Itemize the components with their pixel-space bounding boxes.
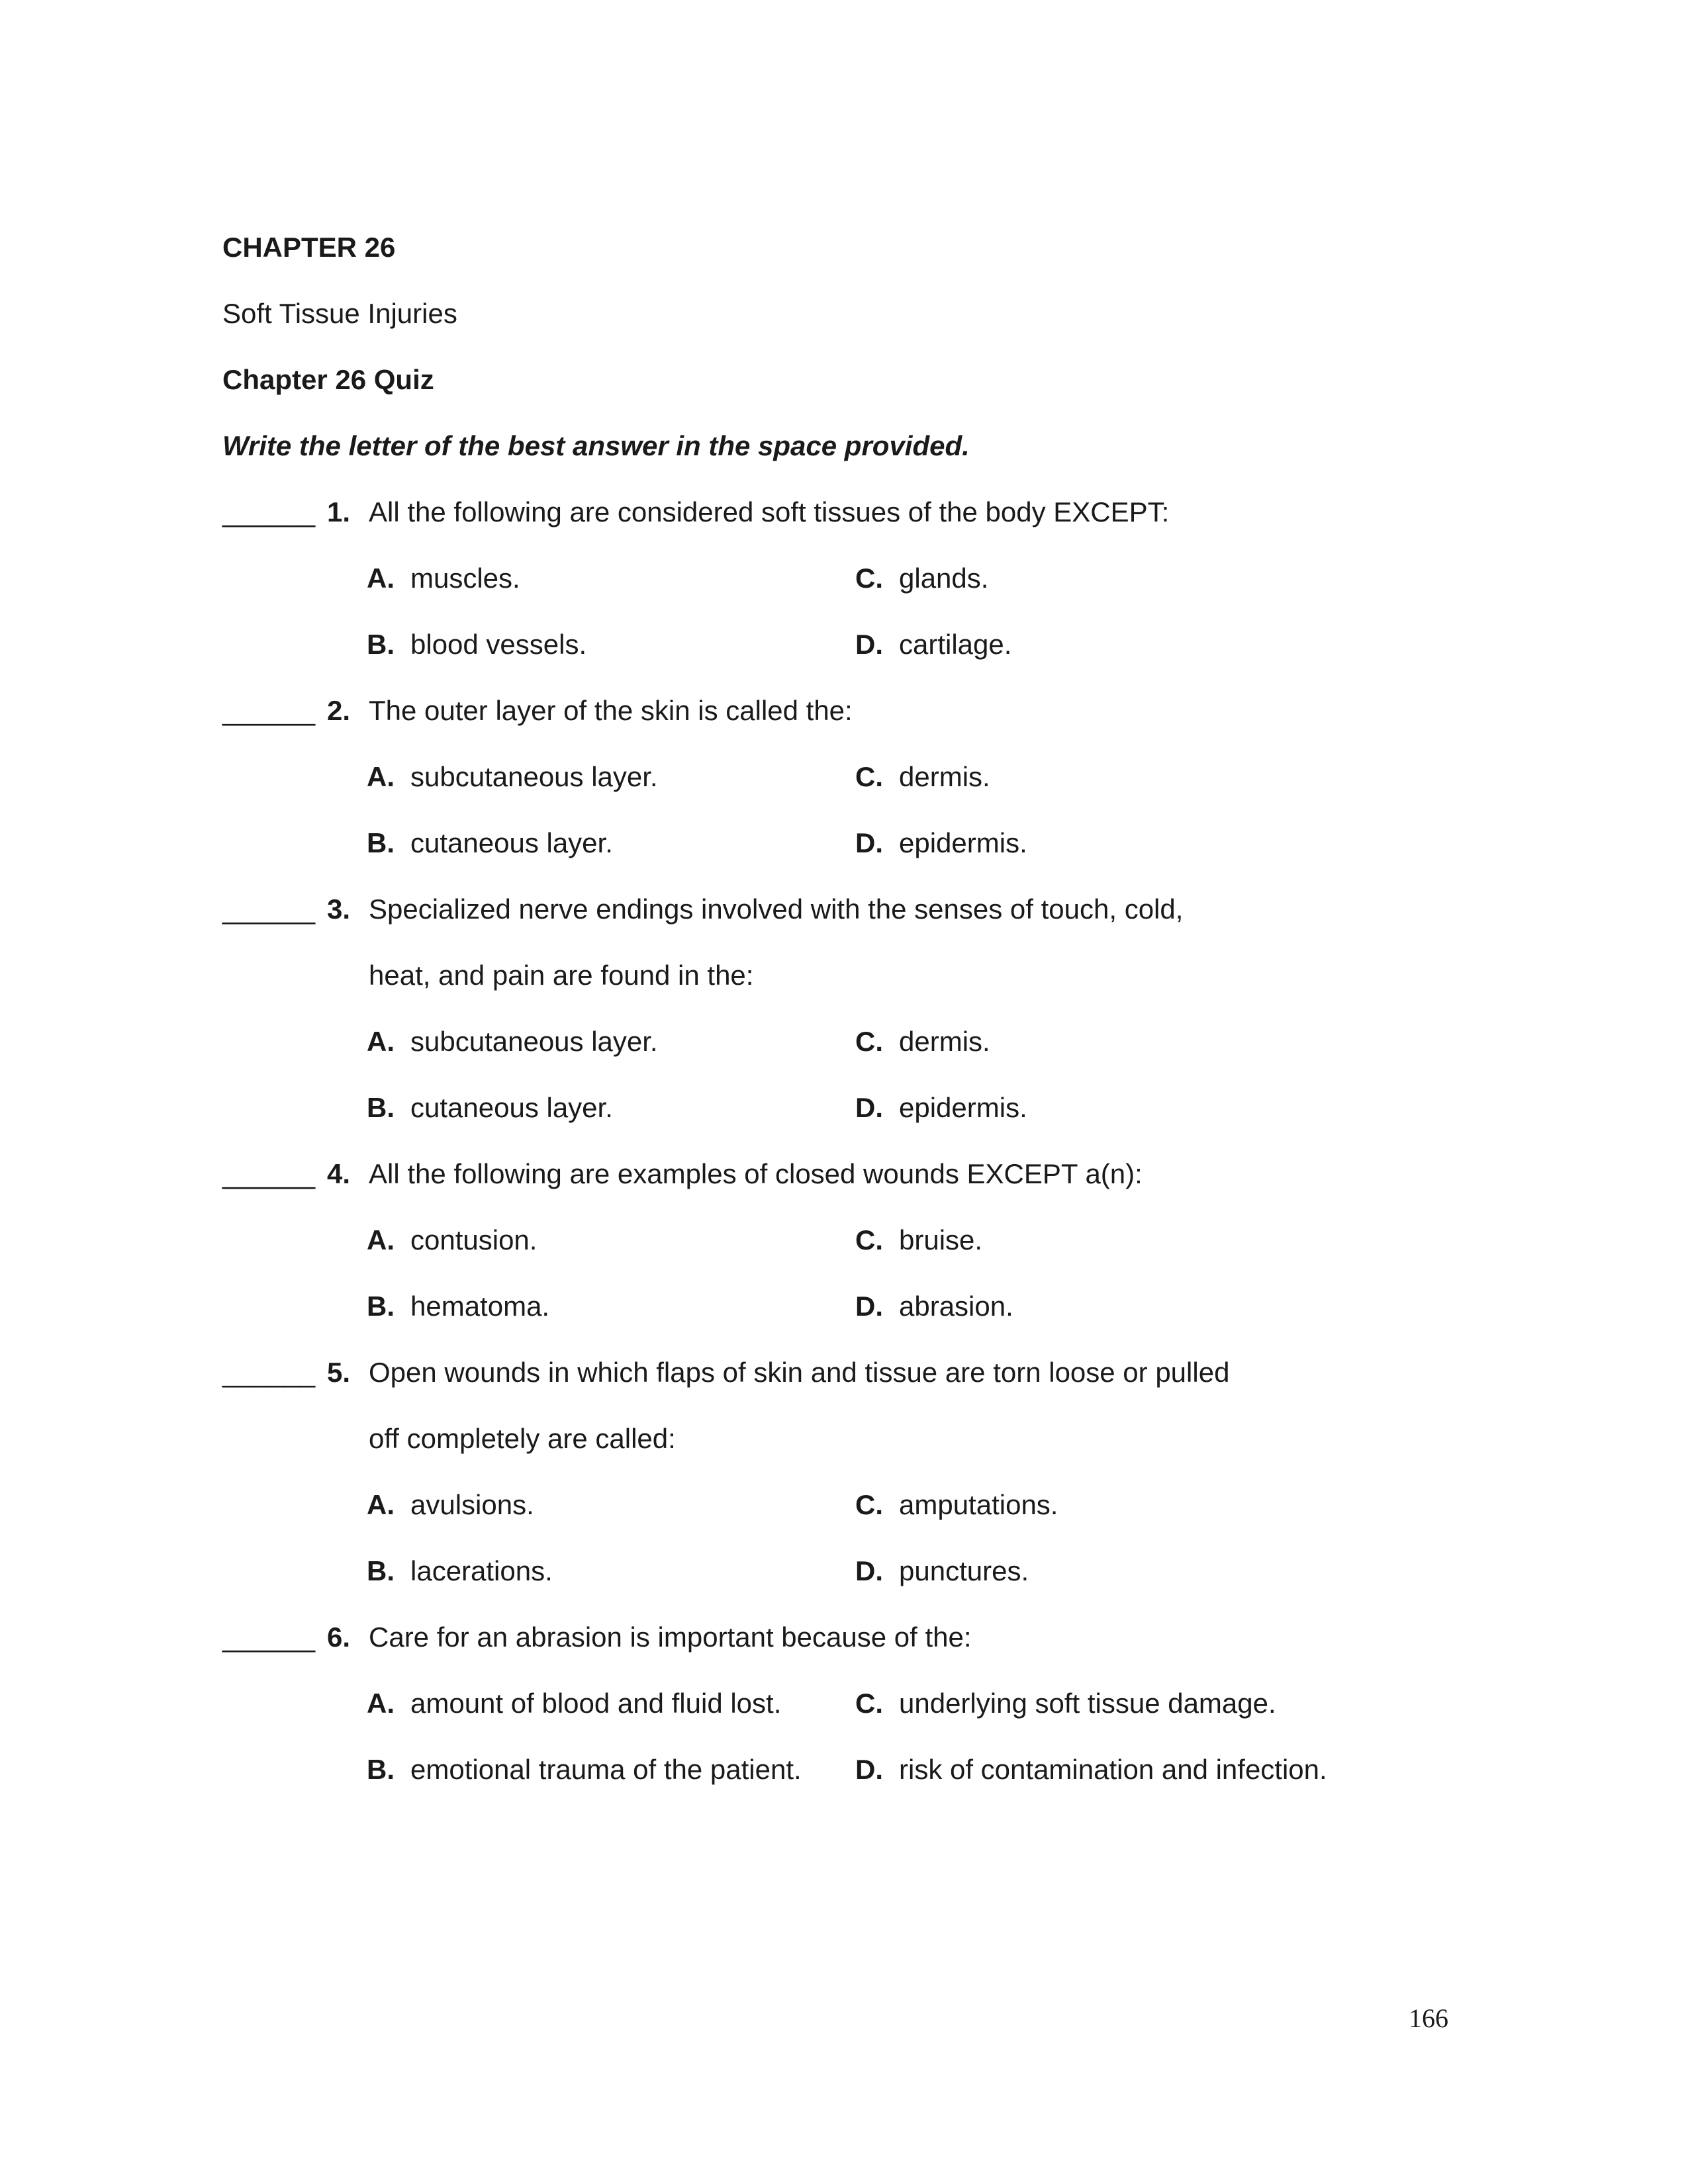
option-text: subcutaneous layer. bbox=[410, 1026, 658, 1057]
option-text: lacerations. bbox=[410, 1555, 553, 1586]
option-text: dermis. bbox=[899, 1026, 990, 1057]
chapter-title: Soft Tissue Injuries bbox=[222, 298, 457, 329]
option-letter: C. bbox=[855, 1489, 883, 1520]
option-text: abrasion. bbox=[899, 1291, 1013, 1322]
option-text: muscles. bbox=[410, 563, 520, 594]
question-text: The outer layer of the skin is called the: bbox=[369, 695, 853, 726]
option-letter: B. bbox=[367, 827, 395, 858]
option-letter: A. bbox=[367, 1489, 395, 1520]
chapter-label: CHAPTER 26 bbox=[222, 232, 396, 263]
option-text: amount of blood and fluid lost. bbox=[410, 1688, 782, 1719]
answer-blank: ______ bbox=[222, 695, 316, 726]
answer-blank: ______ bbox=[222, 496, 316, 527]
option-letter: C. bbox=[855, 761, 883, 792]
option-letter: D. bbox=[855, 1555, 883, 1586]
option-text: emotional trauma of the patient. bbox=[410, 1754, 802, 1785]
option-letter: A. bbox=[367, 761, 395, 792]
option-text: risk of contamination and infection. bbox=[899, 1754, 1327, 1785]
option-letter: C. bbox=[855, 1224, 883, 1255]
option-letter: B. bbox=[367, 1555, 395, 1586]
question-text: Specialized nerve endings involved with the senses of touch, cold, bbox=[369, 893, 1184, 925]
answer-blank: ______ bbox=[222, 893, 316, 925]
option-letter: B. bbox=[367, 1291, 395, 1322]
question-text: All the following are examples of closed wounds EXCEPT a(n): bbox=[369, 1158, 1143, 1189]
option-text: contusion. bbox=[410, 1224, 538, 1255]
option-letter: D. bbox=[855, 1092, 883, 1123]
option-letter: A. bbox=[367, 1224, 395, 1255]
option-text: cartilage. bbox=[899, 629, 1012, 660]
question-number: 3. bbox=[327, 893, 351, 925]
question-text-continued: heat, and pain are found in the: bbox=[369, 960, 754, 991]
question-text-continued: off completely are called: bbox=[369, 1423, 676, 1454]
option-letter: A. bbox=[367, 1688, 395, 1719]
option-letter: B. bbox=[367, 1092, 395, 1123]
quiz-title: Chapter 26 Quiz bbox=[222, 364, 434, 395]
option-text: hematoma. bbox=[410, 1291, 550, 1322]
option-letter: C. bbox=[855, 563, 883, 594]
answer-blank: ______ bbox=[222, 1621, 316, 1653]
answer-blank: ______ bbox=[222, 1158, 316, 1189]
option-letter: D. bbox=[855, 1291, 883, 1322]
question-number: 4. bbox=[327, 1158, 351, 1189]
option-letter: A. bbox=[367, 563, 395, 594]
question-text: Open wounds in which flaps of skin and tissue are torn loose or pulled bbox=[369, 1357, 1230, 1388]
option-letter: C. bbox=[855, 1026, 883, 1057]
option-text: bruise. bbox=[899, 1224, 983, 1255]
option-text: amputations. bbox=[899, 1489, 1058, 1520]
option-text: blood vessels. bbox=[410, 629, 587, 660]
question-number: 2. bbox=[327, 695, 351, 726]
question-number: 5. bbox=[327, 1357, 351, 1388]
option-text: epidermis. bbox=[899, 1092, 1027, 1123]
page-number: 166 bbox=[1409, 2003, 1448, 2033]
option-text: underlying soft tissue damage. bbox=[899, 1688, 1276, 1719]
option-text: cutaneous layer. bbox=[410, 827, 613, 858]
option-text: avulsions. bbox=[410, 1489, 534, 1520]
option-text: glands. bbox=[899, 563, 989, 594]
option-text: cutaneous layer. bbox=[410, 1092, 613, 1123]
answer-blank: ______ bbox=[222, 1357, 316, 1388]
option-letter: D. bbox=[855, 629, 883, 660]
option-letter: B. bbox=[367, 629, 395, 660]
question-number: 6. bbox=[327, 1621, 351, 1653]
option-letter: C. bbox=[855, 1688, 883, 1719]
option-letter: D. bbox=[855, 827, 883, 858]
option-text: epidermis. bbox=[899, 827, 1027, 858]
question-text: Care for an abrasion is important because of the: bbox=[369, 1621, 972, 1653]
question-number: 1. bbox=[327, 496, 351, 527]
option-letter: A. bbox=[367, 1026, 395, 1057]
option-text: punctures. bbox=[899, 1555, 1029, 1586]
option-letter: D. bbox=[855, 1754, 883, 1785]
option-letter: B. bbox=[367, 1754, 395, 1785]
question-text: All the following are considered soft tissues of the body EXCEPT: bbox=[369, 496, 1170, 527]
option-text: dermis. bbox=[899, 761, 990, 792]
option-text: subcutaneous layer. bbox=[410, 761, 658, 792]
instructions: Write the letter of the best answer in the space provided. bbox=[222, 430, 970, 461]
